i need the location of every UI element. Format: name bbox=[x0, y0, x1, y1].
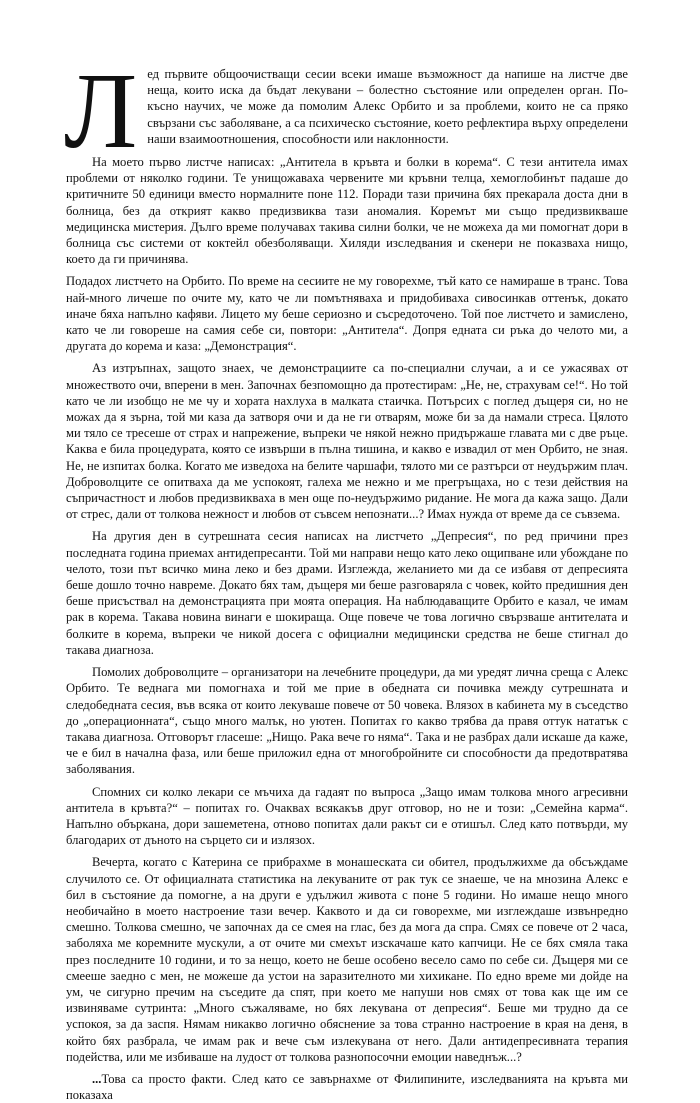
paragraph-2: На моето първо листче написах: „Антитела в кръвта и болки в корема“. С тези антитела имах проблеми от няколко години. Те унищожаваха червените ми кръвни телца, хемоглобинът падаше до критичните 50 единици вместо нормалните поне 112. Поради тази причина бях прекарала доста дни в болница, без да открият какво предизвиква тази аномалия. Коремът ми също предизвикваше медицинска мистерия. Дълго време получавах такива силни болки, че не можеха да ми помогнат дори в болница със системи от коктейл обезболяващи. Хиляди изследвания и скенери не показваха нищо, което да ги причинява. bbox=[66, 155, 628, 267]
ellipsis-lead: ... bbox=[92, 1071, 102, 1086]
paragraph-8: Вечерта, когато с Катерина се прибрахме в монашеската си обител, продължихме да обсъждаме случилото се. От официалната статистика на лекуваните от рак тук се знаеше, че на мнозина Алекс е бил в състояние да помогне, а на други е удължил живота с поне 5 години. Но имаше нещо много необичайно в моето настроение тази вечер. Каквото и да си говорехме, ми изглеждаше извънредно смешно. Толкова смешно, че започнах да се смея на глас, без да мога да спра. Смях се повече от 2 часа, заболяха ме коремните мускули, а от очите ми смехът изскачаше като капчици. Не се бях смяла така през последните 10 години, и то за нещо, което не беше особено весело само по себе си. Дъщеря ми се смееше заедно с мен, не можеше да устои на заразителното ми хихикане. По едно време ми дойде на ум, че сигурно пречим на съседите да спят, при което ме напуши нов смях от това как ще им се извиняваме сутринта: „Много съжаляваме, но бях лекувана от депресия“. Беше ми трудно да се успокоя, за да заспя. Нямам никакво логично обяснение за това странно настроение в края на деня, в който бях разбрала, че имам рак и вече съм излекувана от него. Дали антидепресивната терапия подейства, или ме избиваше на лудост от толкова разнопосочни емоции наведнъж...? bbox=[66, 855, 628, 1064]
paragraph-3: Подадох листчето на Орбито. По време на сесиите не му говорехме, тъй като се намираше в транс. Това най-много личеше по очите му, като че ли помътняваха и придобиваха сивосинкав оттенък, докато иначе бяха напълно кафяви. Лицето му беше сериозно и съсредоточено. Той пое листчето и замислено, като че ли говореше на самия себе си, повтори: „Антитела“. Допря едната си ръка до челото ми, а другата до корема и каза: „Демонстрация“. bbox=[66, 274, 628, 354]
paragraph-5: На другия ден в сутрешната сесия написах на листчето „Депресия“, по ред причини през последната година приемах антидепресанти. Той ми направи нещо като леко ощипване или убождане по челото, този път всичко мина леко и без драми. Изглежда, желанието ми да се избавя от депресията беше дошло точно навреме. Докато бях там, дъщеря ми беше разговаряла с човек, който предишния ден беше присъствал на демонстрацията при моята операция. На наблюдаващите Орбито е казал, че имам рак в корема. Такава новина винаги е шокираща. Още повече че това логично свързваше антителата и болките в корема, въпреки че никой досега с официални медицински средства не беше стигнал до такава диагноза. bbox=[66, 529, 628, 657]
paragraph-9 bbox=[66, 1071, 628, 1103]
paragraph-1: ед първите общоочистващи сесии всеки имаше възможност да напише на листче две неща, които иска да бъдат лекувани – болестно състояние или определен орган. По-късно научих, че може да помолим Алекс Орбито и за проблеми, които не са пряко свързани със заболяване, а са психическо състояние, което рефлектира върху определени наши взаимоотношения, способности или наклонности. bbox=[147, 67, 628, 146]
opening-paragraph-block bbox=[64, 52, 628, 171]
paragraph-7: Спомних си колко лекари се мъчиха да гадаят по въпроса „Защо имам толкова много агресивни антитела в кръвта?“ – попитах го. Очаквах всякакъв друг отговор, но не и този: „Семейна карма“. Напълно объркана, дори зашеметена, отново попитах дали ракът си е отишъл. След като потвърди, му благодарих от дъното на сърцето си и излязох. bbox=[66, 784, 628, 848]
paragraph-4: Аз изтръпнах, защото знаех, че демонстрациите са по-специални случаи, а и се ужасявах от множеството очи, вперени в мен. Започнах безпомощно да протестирам: „Не, не, страхувам се!“. Но той като че ли изобщо не ме чу и хората нахлуха в малката стаичка. Потърсих с поглед дъщеря си, но не можах да я зърна, той ми каза да затворя очи и да не ги отварям, може би за да намали стреса. Цялото ми тяло се тресеше от страх и напрежение, въпреки че някой нежно придържаше главата ми с две ръце. Каква е била процедурата, която се извърши в пълна тишина, и какво е извадил от мен Орбито, не зная. Не, не изпитах болка. Когато ме изведоха на белите чаршафи, тялото ми се разтърси от неудържим плач. Доброволците се опитваха да ме успокоят, галеха ме нежно и ме прегръщаха, но с тези действия на съпричастност и любов предизвикваха в мен още по-неудържимо ридание. Не мога да кажа защо. Дали от стрес, дали от толкова нежност и любов от съвсем непознати...? Имах нужда от време да се съвзема. bbox=[66, 361, 628, 522]
paragraph-9-text: Това са просто факти. След като се завърнахме от Филипините, изследванията на кръвта ми показаха bbox=[66, 1071, 628, 1103]
paragraph-6: Помолих доброволците – организатори на лечебните процедури, да ми уредят лична среща с Алекс Орбито. Те веднага ми помогнаха и той ме прие в обедната си почивка между сутрешната и следобедната сесия, във всяка от които лекуваше повече от 50 човека. Влязох в кабинета му в съседство до „операционната“, също много малък, но уютен. Попитах го какво трябва да правя оттук нататък с такава диагноза. Отговорът гласеше: „Нищо. Рака вече го няма“. Така и не разбрах дали искаше да каже, че е бил в начална фаза, или беше приложил една от многобройните си способности да предотвратява заболявания. bbox=[66, 665, 628, 777]
drop-cap-letter: Л bbox=[64, 52, 138, 171]
